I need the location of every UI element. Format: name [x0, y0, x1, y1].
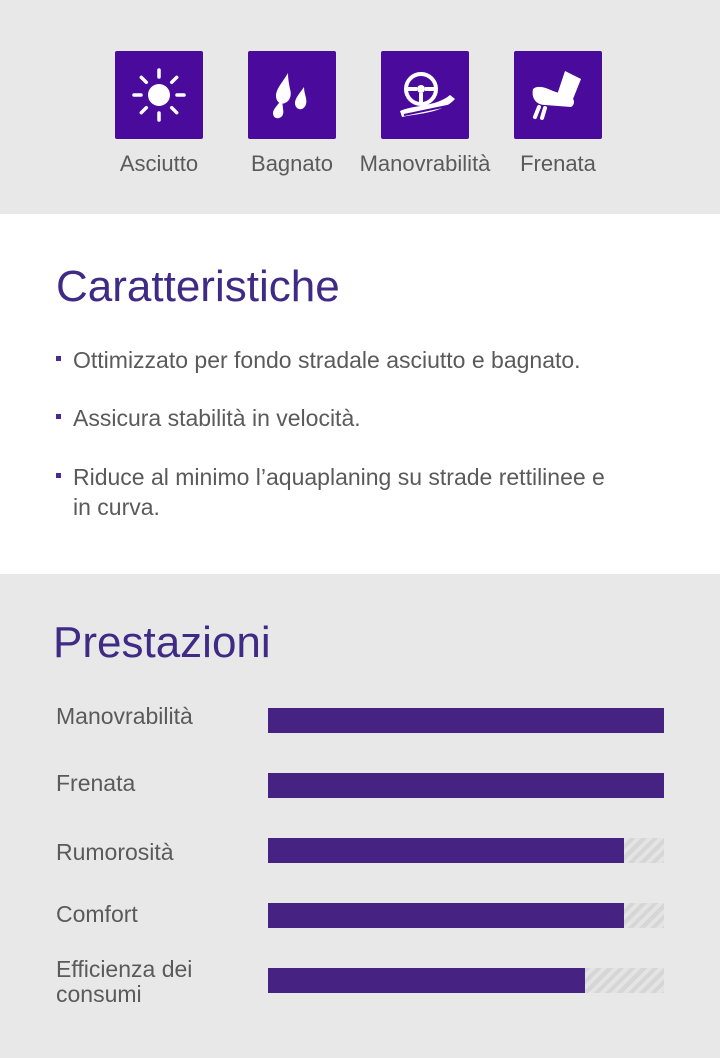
feature-text: Ottimizzato per fondo stradale asciutto e bagnato.: [73, 347, 581, 373]
performance-label-comfort: Comfort: [56, 901, 138, 927]
condition-wet: [248, 51, 336, 176]
sun-icon: [115, 51, 203, 139]
features-section: [0, 214, 720, 574]
steering-wheel-icon: [381, 51, 469, 139]
performance-label-noise: Rumorosità: [56, 839, 174, 865]
performance-label-handling: Manovrabilità: [56, 703, 193, 729]
performance-bar-efficiency: [268, 968, 664, 993]
condition-label: Manovrabilità: [359, 151, 491, 176]
performance-section: [0, 574, 720, 1058]
performance-bar-handling: [268, 708, 664, 733]
feature-text: Riduce al minimo l’aquaplaning su strade rettilinee e in curva.: [73, 464, 605, 520]
performance-bar-fill: [268, 708, 664, 733]
bullet-icon: [56, 414, 61, 419]
performance-bar-fill: [268, 903, 624, 928]
performance-bar-comfort: [268, 903, 664, 928]
feature-text: Assicura stabilità in velocità.: [73, 405, 361, 431]
performance-label-braking: Frenata: [56, 770, 136, 796]
bullet-icon: [56, 473, 61, 478]
performance-bar-fill: [268, 838, 624, 863]
condition-label: Asciutto: [119, 151, 199, 176]
performance-label-efficiency: Efficienza dei consumi: [56, 956, 193, 1007]
performance-bar-fill: [268, 968, 585, 993]
features-title: Caratteristiche: [56, 262, 340, 311]
performance-title: Prestazioni: [53, 618, 271, 667]
condition-handling: [359, 51, 491, 176]
bullet-icon: [56, 356, 61, 361]
feature-item: [56, 462, 616, 522]
performance-bar-braking: [268, 773, 664, 798]
condition-dry: [115, 51, 203, 176]
condition-label: Bagnato: [251, 151, 333, 176]
condition-label: Frenata: [520, 151, 596, 176]
performance-bar-fill: [268, 773, 664, 798]
feature-item: [56, 403, 616, 433]
feature-item: [56, 345, 616, 375]
conditions-strip: [0, 0, 720, 214]
condition-braking: [514, 51, 602, 176]
water-drops-icon: [248, 51, 336, 139]
brake-pedal-icon: [514, 51, 602, 139]
performance-bar-noise: [268, 838, 664, 863]
